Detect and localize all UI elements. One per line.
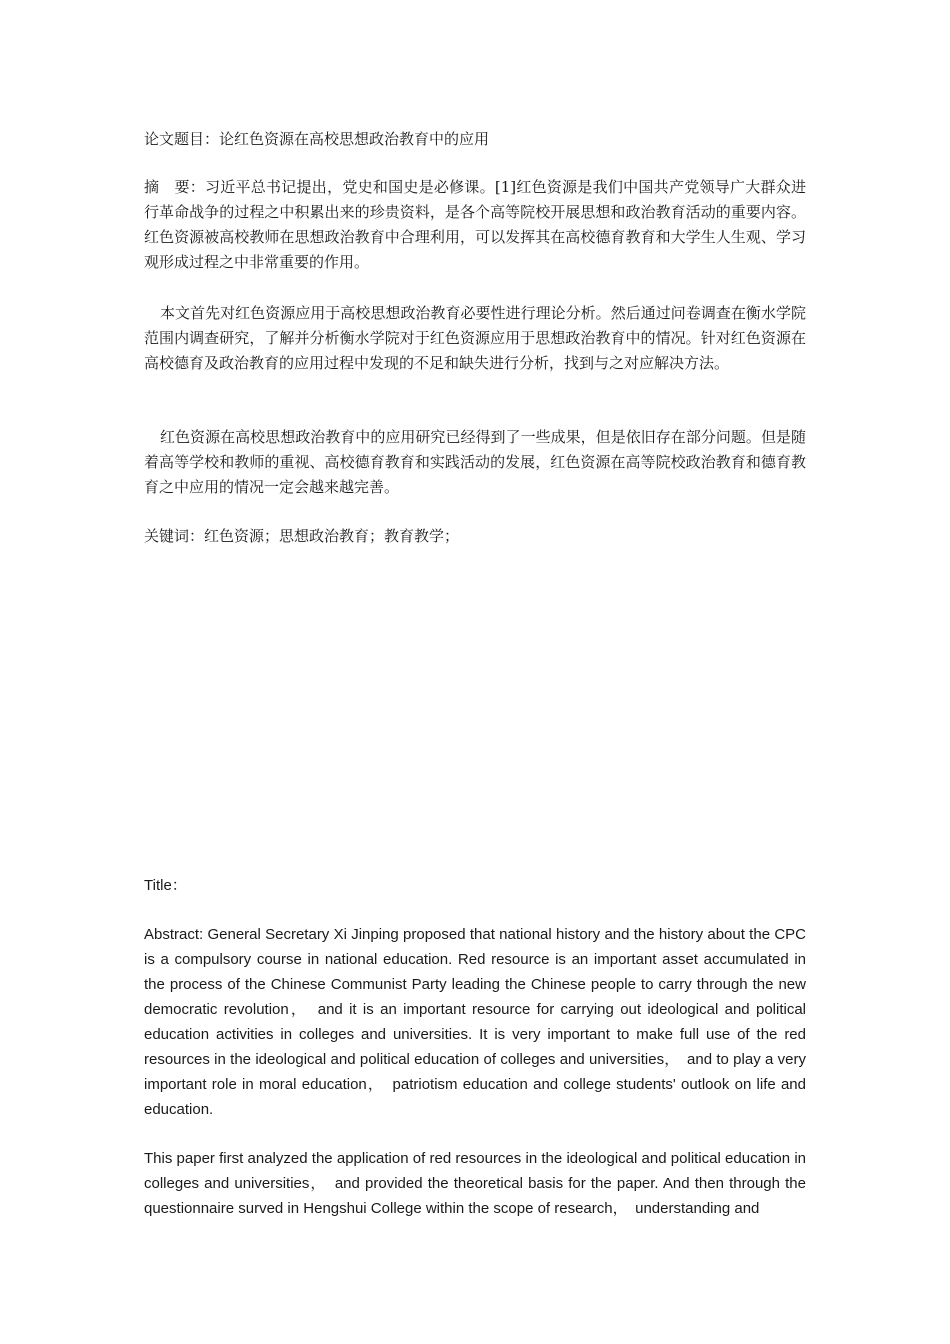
chinese-abstract-paragraph-1: 摘 要：习近平总书记提出，党史和国史是必修课。[1]红色资源是我们中国共产党领导广大群众进行革命战争的过程之中积累出来的珍贵资料，是各个高等院校开展思想和政治教育活动的重要内容。红色资源被高校教师在思想政治教育中合理利用，可以发挥其在高校德育教育和大学生人生观、学习观形成过程之中非常重要的作用。 — [144, 178, 806, 271]
chinese-abstract-paragraph-3: 红色资源在高校思想政治教育中的应用研究已经得到了一些成果，但是依旧存在部分问题。但是随着高等学校和教师的重视、高校德育教育和实践活动的发展，红色资源在高等院校政治教育和德育教育之中应用的情况一定会越来越完善。 — [144, 428, 806, 496]
english-title-line: Title： — [144, 877, 187, 894]
thesis-title: 论文题目：论红色资源在高校思想政治教育中的应用 — [144, 130, 490, 148]
chinese-abstract-paragraph-2: 本文首先对红色资源应用于高校思想政治教育必要性进行理论分析。然后通过问卷调查在衡水学院范围内调查研究，了解并分析衡水学院对于红色资源应用于思想政治教育中的情况。针对红色资源在高校德育及政治教育的应用过程中发现的不足和缺失进行分析，找到与之对应解决方法。 — [144, 304, 806, 372]
english-abstract-paragraph-2: This paper first analyzed the application of red resources in the ideological and political education in colleges and universities， and provided the theoretical basis for the paper. And then through the questionnaire surved in Hengshui College within the scope of research， understanding and — [144, 1150, 806, 1217]
chinese-keywords: 关键词：红色资源；思想政治教育；教育教学； — [144, 527, 460, 545]
english-abstract-paragraph-1: Abstract: General Secretary Xi Jinping proposed that national history and the history about the CPC is a compulsory course in national education. Red resource is an important asset accumulated in the process of the Chinese Communist Party leading the Chinese people to carry through the new democratic revolution， and it is an important resource for carrying out ideological and political education activities in colleges and universities. It is very important to make full use of the red resources in the ideological and political education of colleges and universities， and to play a very important role in moral education， patriotism education and college students' outlook on life and education. — [144, 926, 806, 1118]
